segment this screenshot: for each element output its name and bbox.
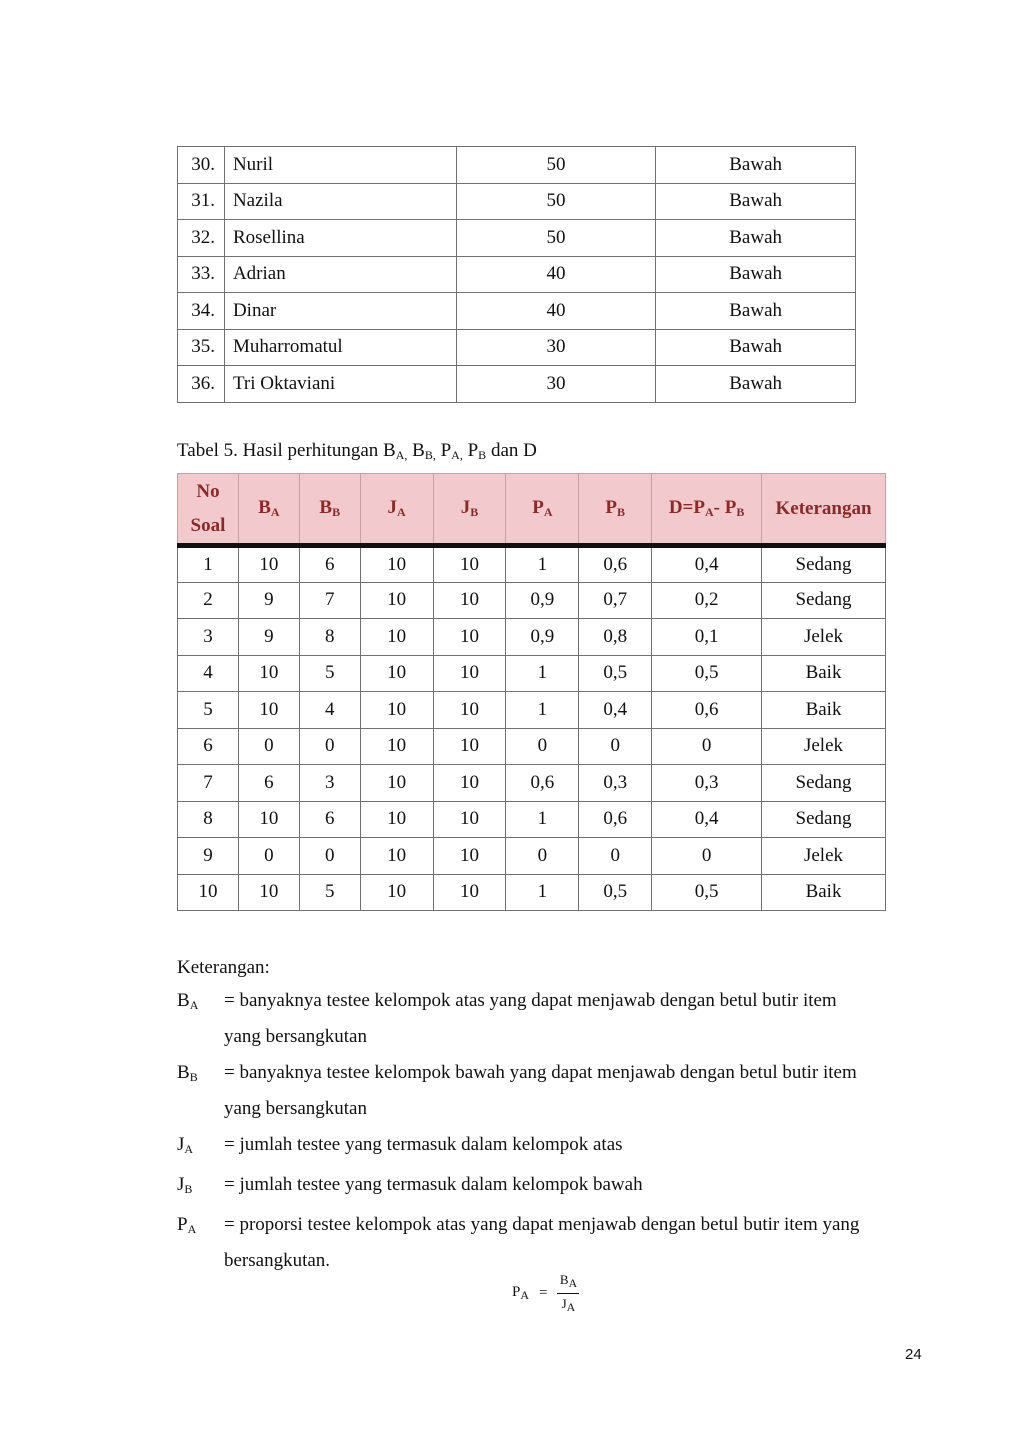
cell-pa: 1 [506, 801, 579, 838]
table-row [178, 874, 886, 911]
notes-title: Keterangan: [177, 957, 270, 978]
row-number: 35. [178, 329, 225, 366]
header-keterangan: Keterangan [762, 474, 886, 546]
cell-ba: 10 [238, 874, 299, 911]
cell-jb: 10 [433, 801, 506, 838]
note-item [177, 1167, 926, 1207]
note-description: = jumlah testee yang termasuk dalam kelompok bawah [224, 1174, 643, 1195]
table-row [178, 655, 886, 692]
cell-jb: 10 [433, 838, 506, 875]
cell-d: 0,2 [652, 582, 762, 619]
table-row [178, 692, 886, 729]
cell-pa: 0,9 [506, 619, 579, 656]
student-name: Nuril [224, 147, 456, 184]
formula-numerator: $B_A$ [559, 1272, 578, 1290]
cell-pb: 0,5 [579, 655, 652, 692]
cell-d: 0 [652, 838, 762, 875]
note-description: = banyaknya testee kelompok atas yang dapat menjawab dengan betul butir item yang bersangkutan [224, 990, 837, 1047]
cell-pb: 0,6 [579, 801, 652, 838]
cell-d: 0,1 [652, 619, 762, 656]
student-group: Bawah [656, 256, 856, 293]
cell-no: 7 [178, 765, 239, 802]
header-d: $D=P_A-$ $P_B$ [652, 474, 762, 546]
table-row [178, 183, 856, 220]
cell-d: 0,4 [652, 546, 762, 583]
result-table [177, 473, 886, 911]
header-row [178, 474, 886, 546]
student-name: Rosellina [224, 220, 456, 257]
formula-pa [512, 1272, 579, 1315]
students-table [177, 146, 856, 403]
table-row [178, 801, 886, 838]
student-score: 30 [456, 366, 656, 403]
cell-jb: 10 [433, 765, 506, 802]
header-no-soal: No Soal [178, 474, 239, 546]
row-number: 36. [178, 366, 225, 403]
cell-bb: 8 [299, 619, 360, 656]
cell-ba: 10 [238, 692, 299, 729]
student-group: Bawah [656, 366, 856, 403]
table-row [178, 838, 886, 875]
cell-pa: 1 [506, 655, 579, 692]
student-score: 50 [456, 183, 656, 220]
cell-ba: 10 [238, 801, 299, 838]
cell-no: 2 [178, 582, 239, 619]
caption-text: dan D [486, 440, 537, 461]
cell-pa: 1 [506, 546, 579, 583]
student-group: Bawah [656, 183, 856, 220]
row-number: 33. [178, 256, 225, 293]
table-caption [177, 440, 537, 463]
header-jb: $J_B$ [433, 474, 506, 546]
cell-no: 9 [178, 838, 239, 875]
row-number: 32. [178, 220, 225, 257]
table-row [178, 293, 856, 330]
note-item [177, 1127, 926, 1167]
table-row [178, 147, 856, 184]
cell-ket: Baik [762, 874, 886, 911]
cell-bb: 7 [299, 582, 360, 619]
cell-no: 4 [178, 655, 239, 692]
cell-ba: 9 [238, 582, 299, 619]
cell-ket: Sedang [762, 801, 886, 838]
cell-ja: 10 [360, 874, 433, 911]
cell-jb: 10 [433, 728, 506, 765]
note-description: = proporsi testee kelompok atas yang dapat menjawab dengan betul butir item yang bersangkutan. [224, 1214, 860, 1271]
cell-ba: 6 [238, 765, 299, 802]
formula-fraction [557, 1272, 579, 1315]
cell-jb: 10 [433, 546, 506, 583]
caption-text: P [462, 440, 479, 461]
cell-bb: 4 [299, 692, 360, 729]
caption-sub: A, [451, 448, 463, 462]
cell-ba: 0 [238, 838, 299, 875]
cell-jb: 10 [433, 582, 506, 619]
caption-sub: B, [424, 448, 436, 462]
notes-section [177, 952, 926, 1279]
table-row [178, 728, 886, 765]
cell-ba: 10 [238, 655, 299, 692]
cell-bb: 6 [299, 801, 360, 838]
cell-pb: 0 [579, 838, 652, 875]
student-name: Muharromatul [224, 329, 456, 366]
table-row [178, 546, 886, 583]
header-pa: $P_A$ [506, 474, 579, 546]
cell-pb: 0,5 [579, 874, 652, 911]
formula-equals: = [539, 1285, 548, 1301]
cell-ket: Jelek [762, 728, 886, 765]
cell-jb: 10 [433, 619, 506, 656]
cell-d: 0 [652, 728, 762, 765]
cell-pb: 0,7 [579, 582, 652, 619]
cell-ja: 10 [360, 728, 433, 765]
cell-pb: 0 [579, 728, 652, 765]
cell-ket: Jelek [762, 838, 886, 875]
student-group: Bawah [656, 293, 856, 330]
cell-bb: 0 [299, 728, 360, 765]
cell-ja: 10 [360, 838, 433, 875]
caption-text: B [407, 440, 425, 461]
cell-bb: 3 [299, 765, 360, 802]
caption-sub: A, [395, 448, 408, 462]
cell-pb: 0,6 [579, 546, 652, 583]
header-ja: $J_A$ [360, 474, 433, 546]
cell-pa: 1 [506, 874, 579, 911]
cell-no: 3 [178, 619, 239, 656]
cell-ja: 10 [360, 655, 433, 692]
cell-d: 0,5 [652, 874, 762, 911]
cell-no: 1 [178, 546, 239, 583]
cell-ja: 10 [360, 692, 433, 729]
note-symbol: $B_A$ [177, 990, 199, 1012]
cell-pa: 0,9 [506, 582, 579, 619]
table-row [178, 329, 856, 366]
cell-ja: 10 [360, 582, 433, 619]
cell-pa: 0,6 [506, 765, 579, 802]
cell-pa: 1 [506, 692, 579, 729]
note-item [177, 983, 926, 1055]
cell-ja: 10 [360, 801, 433, 838]
formula-lhs: $P_A$ [512, 1284, 530, 1302]
note-symbol: $J_B$ [177, 1174, 193, 1196]
caption-text: Tabel 5. Hasil perhitungan B [177, 440, 396, 461]
header-pb: $P_B$ [579, 474, 652, 546]
note-symbol: $J_A$ [177, 1134, 194, 1156]
cell-ba: 0 [238, 728, 299, 765]
cell-pb: 0,3 [579, 765, 652, 802]
cell-no: 6 [178, 728, 239, 765]
cell-ba: 9 [238, 619, 299, 656]
student-score: 50 [456, 220, 656, 257]
note-description: = banyaknya testee kelompok bawah yang dapat menjawab dengan betul butir item yang bersangkutan [224, 1062, 857, 1119]
note-symbol: $P_A$ [177, 1214, 197, 1236]
cell-ja: 10 [360, 765, 433, 802]
student-score: 30 [456, 329, 656, 366]
cell-ket: Baik [762, 655, 886, 692]
row-number: 34. [178, 293, 225, 330]
fraction-line [557, 1293, 579, 1294]
row-number: 30. [178, 147, 225, 184]
cell-ba: 10 [238, 546, 299, 583]
student-group: Bawah [656, 329, 856, 366]
table-row [178, 256, 856, 293]
cell-d: 0,4 [652, 801, 762, 838]
header-bb: $B_B$ [299, 474, 360, 546]
note-item [177, 1055, 926, 1127]
note-description: = jumlah testee yang termasuk dalam kelompok atas [224, 1134, 623, 1155]
table-row [178, 366, 856, 403]
cell-jb: 10 [433, 655, 506, 692]
cell-no: 8 [178, 801, 239, 838]
cell-ket: Sedang [762, 765, 886, 802]
page-number: 24 [905, 1346, 922, 1363]
student-group: Bawah [656, 220, 856, 257]
cell-pb: 0,8 [579, 619, 652, 656]
cell-d: 0,6 [652, 692, 762, 729]
cell-pa: 0 [506, 838, 579, 875]
cell-no: 5 [178, 692, 239, 729]
student-group: Bawah [656, 147, 856, 184]
table-row [178, 582, 886, 619]
cell-jb: 10 [433, 874, 506, 911]
cell-pb: 0,4 [579, 692, 652, 729]
table-row [178, 220, 856, 257]
cell-bb: 0 [299, 838, 360, 875]
row-number: 31. [178, 183, 225, 220]
notes-list [177, 983, 926, 1279]
cell-ja: 10 [360, 619, 433, 656]
student-score: 40 [456, 256, 656, 293]
cell-bb: 5 [299, 655, 360, 692]
note-item [177, 1207, 926, 1279]
cell-ja: 10 [360, 546, 433, 583]
cell-jb: 10 [433, 692, 506, 729]
cell-bb: 6 [299, 546, 360, 583]
cell-ket: Sedang [762, 582, 886, 619]
cell-ket: Baik [762, 692, 886, 729]
student-name: Adrian [224, 256, 456, 293]
student-score: 50 [456, 147, 656, 184]
student-name: Nazila [224, 183, 456, 220]
table-row [178, 765, 886, 802]
cell-no: 10 [178, 874, 239, 911]
cell-pa: 0 [506, 728, 579, 765]
cell-d: 0,3 [652, 765, 762, 802]
caption-sub: B [478, 448, 487, 462]
table-row [178, 619, 886, 656]
formula-denominator: $J_A$ [561, 1296, 576, 1314]
cell-d: 0,5 [652, 655, 762, 692]
student-name: Dinar [224, 293, 456, 330]
caption-text: P [435, 440, 452, 461]
note-symbol: $B_B$ [177, 1062, 198, 1084]
cell-bb: 5 [299, 874, 360, 911]
header-ba: $B_A$ [238, 474, 299, 546]
cell-ket: Sedang [762, 546, 886, 583]
student-score: 40 [456, 293, 656, 330]
student-name: Tri Oktaviani [224, 366, 456, 403]
cell-ket: Jelek [762, 619, 886, 656]
